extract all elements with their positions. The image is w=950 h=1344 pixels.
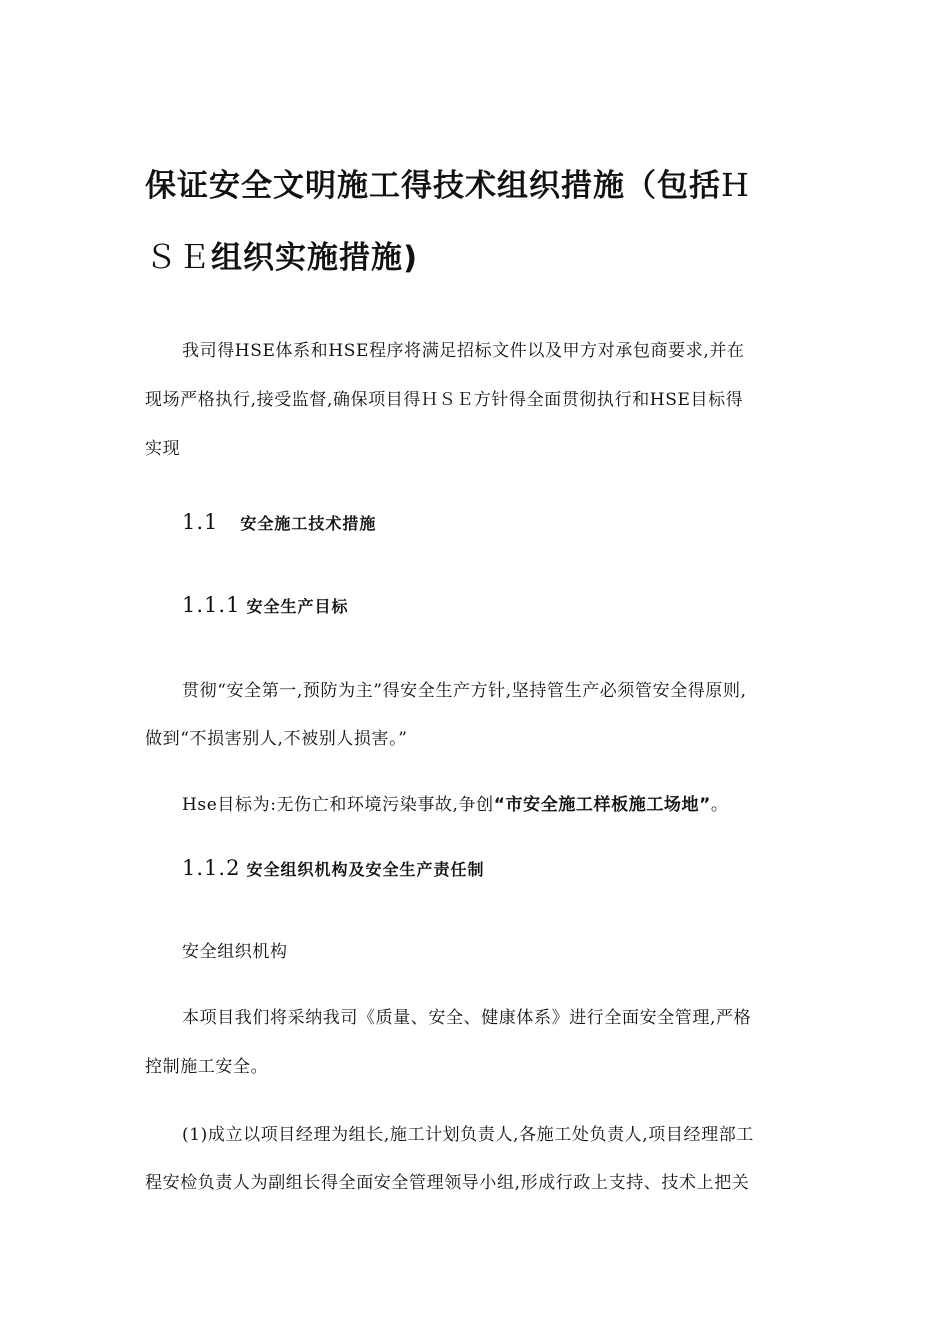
document-title-line-1	[145, 160, 750, 205]
intro-line-1: 我司得HSE体系和HSE程序将满足招标文件以及甲方对承包商要求,并在	[182, 341, 745, 361]
system-line-1: 本项目我们将采纳我司《质量、安全、健康体系》进行全面安全管理,严格	[182, 1008, 752, 1028]
hse-goal-prefix: Hse目标为:无伤亡和环境污染事故,争创	[182, 795, 494, 815]
title-text-latin: H	[721, 166, 750, 204]
title-text-cn-2: 组织实施措施)	[211, 240, 419, 276]
intro-line-2: 现场严格执行,接受监督,确保项目得ＨＳＥ方针得全面贯彻执行和HSE目标得	[145, 390, 744, 410]
section-title: 安全施工技术措施	[240, 514, 377, 533]
hse-goal-highlight: “市安全施工样板施工场地”	[493, 795, 711, 815]
goal-line-1: 贯彻“安全第一,预防为主”得安全生产方针,坚持管生产必须管安全得原则,	[182, 681, 747, 701]
goal-line-2: 做到“不损害别人,不被别人损害。”	[145, 729, 408, 749]
title-text-latin-2: ＳＥ	[145, 238, 212, 276]
section-title: 安全生产目标	[246, 597, 349, 616]
section-heading-1-1-2	[182, 856, 484, 880]
item-1-line-1: (1)成立以项目经理为组长,施工计划负责人,各施工处负责人,项目经理部工	[182, 1125, 754, 1145]
system-line-2: 控制施工安全。	[145, 1057, 269, 1077]
intro-line-3: 实现	[145, 439, 181, 459]
section-number: 1.1.2	[182, 856, 241, 880]
section-heading-1-1	[182, 510, 376, 534]
hse-goal-line	[182, 790, 729, 815]
hse-goal-suffix: 。	[710, 795, 729, 815]
org-label: 安全组织机构	[182, 942, 288, 962]
title-text-cn: 保证安全文明施工得技术组织措施（包括	[145, 168, 721, 204]
section-number: 1.1	[182, 510, 219, 534]
item-1-line-2: 程安检负责人为副组长得全面安全管理领导小组,形成行政上支持、技术上把关	[145, 1173, 750, 1193]
section-heading-1-1-1	[182, 593, 348, 617]
document-title-line-2	[145, 232, 418, 278]
section-number: 1.1.1	[182, 593, 241, 617]
section-title: 安全组织机构及安全生产责任制	[246, 860, 485, 879]
